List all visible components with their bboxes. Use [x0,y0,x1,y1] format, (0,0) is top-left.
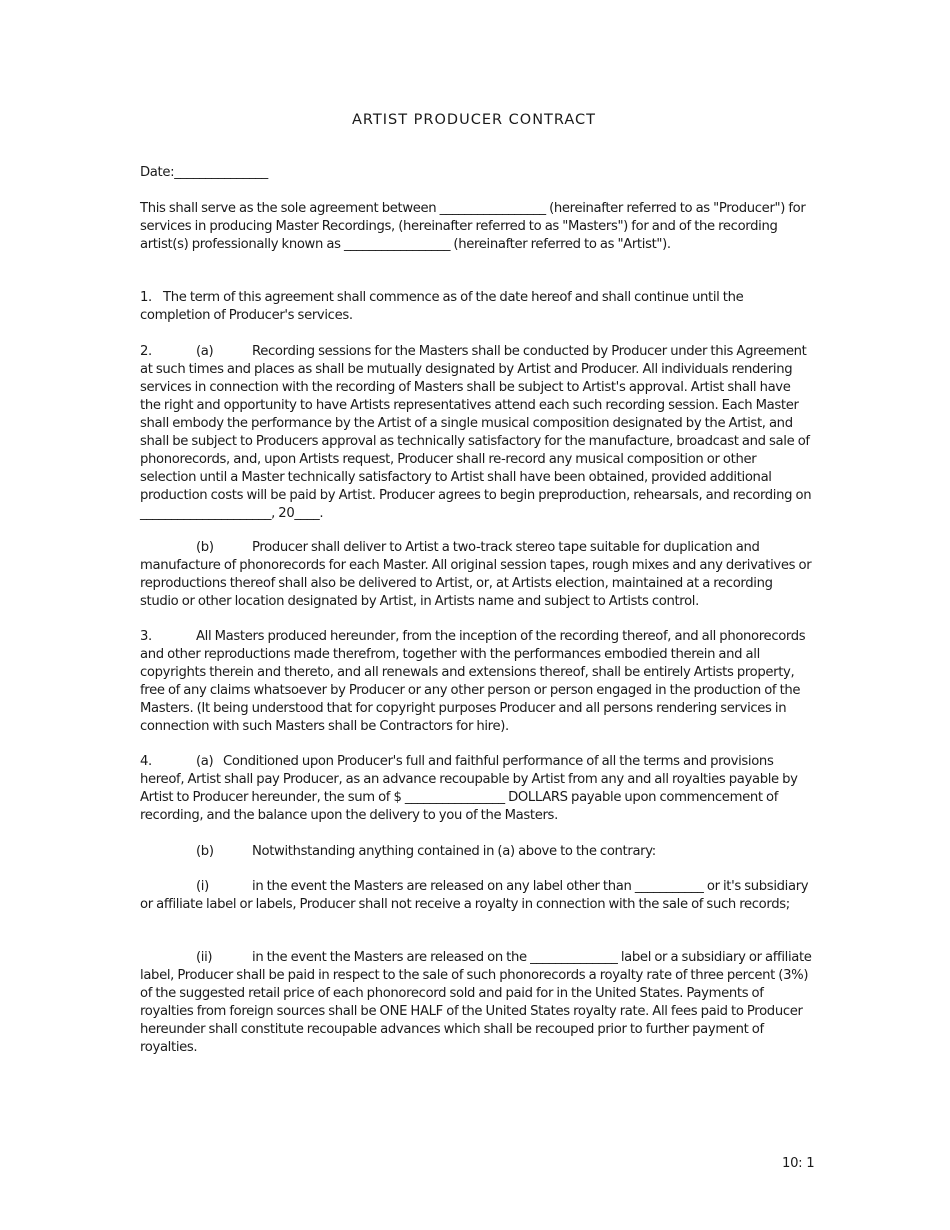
clause-1-text: The term of this agreement shall commence as of the date hereof and shall continue until the completion of Producer's services. [140,290,744,323]
clause-4-number: 4. [140,754,152,769]
clause-4b-ii [140,949,812,1057]
clause-2-number: 2. [140,344,152,359]
clause-4b-label: (b) [196,844,214,859]
clause-4a-label: (a) [196,754,214,769]
clause-3 [140,628,812,736]
clause-4a [140,753,812,825]
clause-3-number: 3. [140,629,152,644]
clause-4b-text: Notwithstanding anything contained in (a) above to the contrary: [252,844,656,859]
clause-4a-text: Conditioned upon Producer's full and faithful performance of all the terms and provisions hereof, Artist shall pay Producer, as an advance recoupable by Artist from any and all royalties payable by Artist to Producer hereunder, the sum of $ ________________ DOLLARS payable upon commencement of recording, and the balance upon the delivery to you of the Masters. [140,754,798,823]
clause-1-number: 1. [140,290,152,305]
clause-1 [140,289,812,325]
clause-2a-text: Recording sessions for the Masters shall be conducted by Producer under this Agreement at such times and places as shall be mutually designated by Artist and Producer. All individuals rendering services in connection with the recording of Masters shall be subject to Artist's approval. Artist shall have the right and opportunity to have Artists representatives attend each such recording session. Each Master shall embody the performance by the Artist of a single musical composition designated by the Artist, and shall be subject to Producers approval as technically satisfactory for the manufacture, broadcast and sale of phonorecords, and, upon Artists request, Producer shall re-record any musical composition or other selection until a Master technically satisfactory to Artist shall have been obtained, provided additional production costs will be paid by Artist. Producer agrees to begin preproduction, rehearsals, and recording on _____________________, 20____. [140,344,812,521]
clause-4b-i-text: in the event the Masters are released on any label other than ___________ or it's subsidiary or affiliate label or labels, Producer shall not receive a royalty in connection with the sale of such records; [140,879,809,912]
clause-2b-text: Producer shall deliver to Artist a two-track stereo tape suitable for duplication and manufacture of phonorecords for each Master. All original session tapes, rough mixes and any derivatives or reproductions thereof shall also be delivered to Artist, or, at Artists election, maintained at a recording studio or other location designated by Artist, in Artists name and subject to Artists control. [140,540,812,609]
clause-4b [140,843,812,861]
document-title: ARTIST PRODUCER CONTRACT [351,112,597,128]
date-line: Date:_______________ [140,165,268,180]
document-page [140,0,815,1230]
clause-2b-label: (b) [196,540,214,555]
clause-4b-i [140,878,812,914]
clause-2a [140,343,812,523]
clause-2b [140,539,812,611]
clause-3-text: All Masters produced hereunder, from the inception of the recording thereof, and all phonorecords and other reproductions made therefrom, together with the performances embodied therein and all copyrights therein and thereto, and all renewals and extensions thereof, shall be entirely Artists property, free of any claims whatsoever by Producer or any other person or person engaged in the production of the Masters. (It being understood that for copyright purposes Producer and all persons rendering services in connection with such Masters shall be Contractors for hire). [140,629,806,734]
clause-4b-i-label: (i) [196,879,209,894]
clause-2a-label: (a) [196,344,214,359]
page-number: 10: 1 [782,1156,815,1171]
intro-paragraph: This shall serve as the sole agreement between _________________ (hereinafter referred to as "Producer") for services in producing Master Recordings, (hereinafter referred to as "Masters") for and of the recording artist(s) professionally known as _________________ (hereinafter referred to as "Artist"). [140,201,806,252]
clause-4b-ii-label: (ii) [196,950,213,965]
clause-4b-ii-text: in the event the Masters are released on the ______________ label or a subsidiary or affiliate label, Producer shall be paid in respect to the sale of such phonorecords a royalty rate of three percent (3%) of the suggested retail price of each phonorecord sold and paid for in the United States. Payments of royalties from foreign sources shall be ONE HALF of the United States royalty rate. All fees paid to Producer hereunder shall constitute recoupable advances which shall be recouped prior to further payment of royalties. [140,950,812,1055]
